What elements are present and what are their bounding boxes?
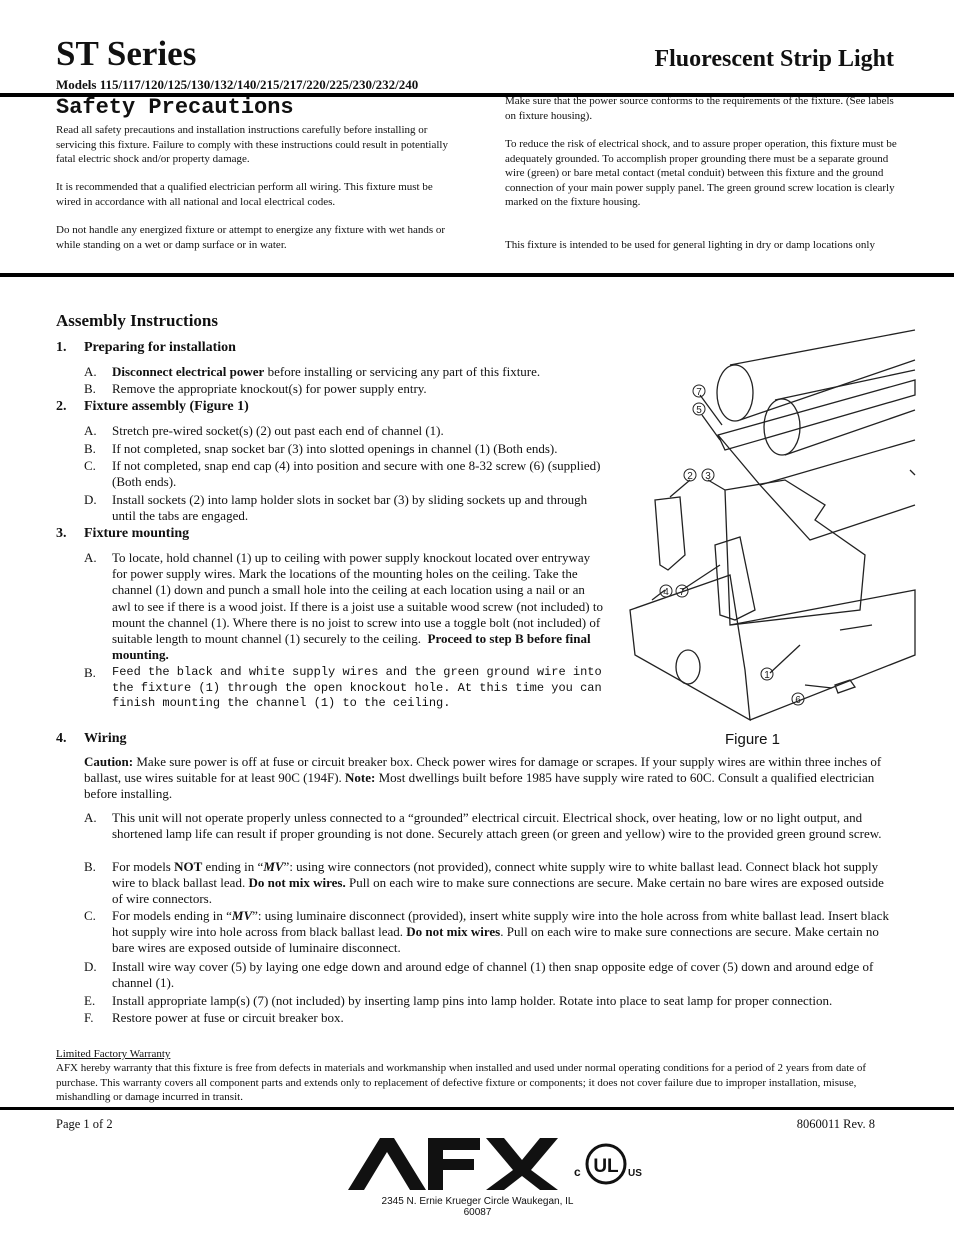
company-address: 2345 N. Ernie Krueger Circle Waukegan, IL 60087: [381, 1196, 574, 1218]
doc-number: 8060011 Rev. 8: [796, 1117, 875, 1131]
svg-text:US: US: [628, 1168, 642, 1179]
safety-right-para-3: This fixture is intended to be used for general lighting in dry or damp locations only: [505, 239, 875, 251]
model-list: Models 115/117/120/125/130/132/140/215/217/220/225/230/232/240: [56, 77, 419, 92]
figure-caption: Figure 1: [725, 731, 781, 748]
step-4a: A. This unit will not operate properly unless connected to a “grounded” electrical circuit. Electrical shock, over heating, low or no light output, and shortened lamp life can result if proper grounding is not done. Securely attach green (or green and yellow) wire to the provided green ground screw.: [84, 810, 882, 842]
callout-1: 1: [764, 670, 770, 681]
screw-6: [835, 680, 855, 693]
callout-4: 4: [663, 587, 669, 598]
assembly-title: Assembly Instructions: [56, 311, 218, 330]
step-2d: D. Install sockets (2) into lamp holder slots in socket bar (3) by sliding sockets up and through until the tabs are engaged.: [84, 492, 588, 524]
svg-text:UL: UL: [593, 1156, 619, 1177]
callout-7-low: 7: [679, 587, 685, 598]
step-3a: A. To locate, hold channel (1) up to ceiling with power supply knockout located over entryway for power supply wires. Mark the locations of the mounting holes on the ceiling. Take the channel (1) down and punch a small hole into the ceiling at each location using a nail or an awl to see if there is a wood joist. If there is a joist use a suitable wood screw (not included) to mount the channel (1). Where there is no joist to screw into use a toggle bolt (not included) of suitable length to mount channel (1) securely to the ceiling. Proceed to step B before final mounting.: [84, 550, 603, 663]
warranty-title: Limited Factory Warranty: [56, 1048, 171, 1060]
callout-2: 2: [687, 471, 693, 482]
step-3-heading: 3. Fixture mounting: [56, 526, 190, 541]
lamp-end-2: [764, 399, 800, 455]
step-2a: A. Stretch pre-wired socket(s) (2) out past each end of channel (1).: [84, 423, 444, 438]
step-2-heading: 2. Fixture assembly (Figure 1): [56, 399, 249, 414]
ul-mark-icon: [568, 1142, 648, 1190]
safety-right-para-2: To reduce the risk of electrical shock, and to assure proper operation, this fixture must be adequately grounded. To accomplish proper grounding there must be a separate ground wire (green) or bare metal contact (metal conduit) between this fixture and the ground connection of your main power supply panel. The green ground screw location is clearly marked on the fixture housing.: [505, 138, 897, 208]
page-subtitle: Fluorescent Strip Light: [654, 46, 894, 72]
step-1-heading: 1. Preparing for installation: [56, 340, 236, 355]
step-4-heading: 4. Wiring: [56, 731, 127, 746]
step-1b: B. Remove the appropriate knockout(s) for power supply entry.: [84, 381, 427, 396]
safety-left-para-2: It is recommended that a qualified electrician perform all wiring. This fixture must be wired in accordance with all national and local electrical codes.: [56, 181, 433, 208]
step-2c: C. If not completed, snap end cap (4) into position and secure with one 8-32 screw (6) (supplied) (Both ends).: [84, 458, 601, 490]
step-4f: F. Restore power at fuse or circuit breaker box.: [84, 1010, 344, 1025]
lamp-tube-1: [730, 330, 915, 420]
callout-5: 5: [696, 405, 702, 416]
step-3b: B. Feed the black and white supply wires and the green ground wire into the fixture (1) through the open knockout hole. At this time you can finish mounting the channel (1) to the ceiling.: [84, 665, 602, 710]
callout-6: 6: [795, 695, 801, 706]
wiring-caution: Caution: Make sure power is off at fuse or circuit breaker box. Check power wires for damage or scrapes. If your supply wires are within three inches of ballast, use wires suitable for at least 90C (194F). Note: Most dwellings built before 1985 have supply wire rated to 60C. Consult a qualified electrician before installing.: [84, 754, 882, 801]
safety-title: Safety Precautions: [56, 95, 294, 120]
step-2b: B. If not completed, snap socket bar (3) into slotted openings in channel (1) (Both ends).: [84, 441, 558, 456]
callout-3: 3: [705, 471, 711, 482]
safety-left-para-1: Read all safety precautions and installation instructions carefully before installing or servicing this fixture. Failure to comply with these instructions could result in potentially fatal electric shock and/or property damage.: [56, 124, 448, 165]
safety-bottom-rule: [0, 273, 954, 277]
lamp-end-1: [717, 365, 753, 421]
step-4d: D. Install wire way cover (5) by laying one edge down and around edge of channel (1) then snap opposite edge of cover (5) down and around edge of channel (1).: [84, 959, 874, 991]
page-title: ST Series: [56, 34, 197, 73]
figure-1-diagram: [610, 325, 930, 730]
safety-left-para-3: Do not handle any energized fixture or attempt to energize any fixture with wet hands or while standing on a wet or damp surface or in water.: [56, 224, 446, 251]
step-4b: B. For models NOT ending in “MV”: using wire connectors (not provided), connect white supply wire to white ballast lead. Connect black hot supply wire to black ballast lead. Do not mix wires. Pull on each wire to make sure connections are secure. Make certain no bare wires are exposed outside of wire connectors.: [84, 859, 884, 907]
safety-right-para-1: Make sure that the power source conforms to the requirements of the fixture. (See labels on fixture housing).: [505, 95, 894, 122]
step-1a: A. Disconnect electrical power before installing or servicing any part of this fixture.: [84, 364, 541, 379]
afx-logo: [348, 1130, 560, 1194]
callout-7-top: 7: [696, 387, 702, 398]
step-4c: C. For models ending in “MV”: using luminaire disconnect (provided), insert white supply wire into the hole across from white ballast lead. Insert black hot supply wire into hole across from black ballast lead. Do not mix wires. Pull on each wire to make sure connections are secure. Make certain no bare wires are exposed outside of luminaire disconnect.: [84, 908, 889, 956]
footer-rule: [0, 1107, 954, 1110]
step-4e: E. Install appropriate lamp(s) (7) (not included) by inserting lamp pins into lamp holder. Rotate into place to seat lamp for proper connection.: [84, 993, 833, 1008]
page-number: Page 1 of 2: [56, 1117, 113, 1131]
warranty-text: AFX hereby warranty that this fixture is free from defects in materials and workmanship when installed and used under normal operating conditions for a period of 2 years from date of purchase. This warranty covers all component parts and extends only to replacement of defective fixture or components; it does not cover failure due to improper installation, misuse, mishandling or damage incurred in transit.: [56, 1062, 867, 1103]
svg-text:c: c: [574, 1165, 581, 1179]
